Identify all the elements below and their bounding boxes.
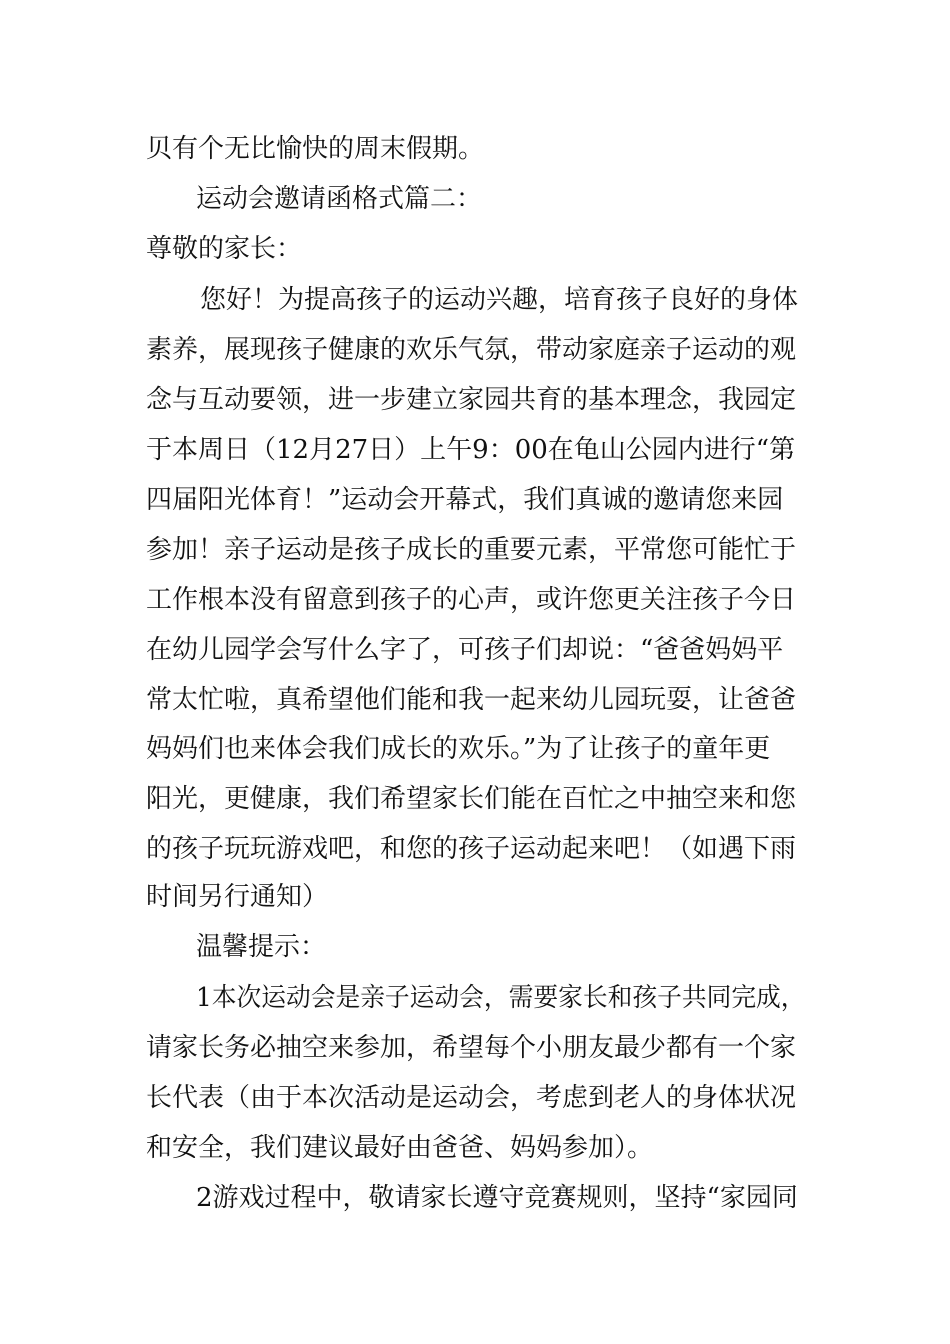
text-line: 参加！亲子运动是孩子成长的重要元素，平常您可能忙于 [146, 535, 797, 565]
text-line: 于本周日（12月27日）上午9：00在龟山公园内进行“第 [146, 435, 796, 465]
text-line: 常太忙啦，真希望他们能和我一起来幼儿园玩耍，让爸爸 [146, 685, 797, 715]
salutation: 尊敬的家长： [146, 234, 303, 264]
text-line: 素养，展现孩子健康的欢乐气氛，带动家庭亲子运动的观 [146, 335, 797, 365]
text-line: 和安全，我们建议最好由爸爸、妈妈参加）。 [146, 1133, 654, 1163]
text-line: 工作根本没有留意到孩子的心声，或许您更关注孩子今日 [146, 585, 797, 615]
text-line: 念与互动要领，进一步建立家园共育的基本理念，我园定 [146, 385, 797, 415]
text-line: 四届阳光体育！”运动会开幕式，我们真诚的邀请您来园 [146, 485, 784, 515]
text-line: 阳光，更健康，我们希望家长们能在百忙之中抽空来和您 [146, 784, 797, 814]
text-line: 您好！为提高孩子的运动兴趣，培育孩子良好的身体 [200, 285, 799, 315]
tip-item-1: 1本次运动会是亲子运动会，需要家长和孩子共同完成， [196, 983, 806, 1013]
text-line: 请家长务必抽空来参加，希望每个小朋友最少都有一个家 [146, 1033, 797, 1063]
text-line: 在幼儿园学会写什么字了，可孩子们却说：“爸爸妈妈平 [146, 635, 784, 665]
section-heading: 运动会邀请函格式篇二： [196, 184, 483, 214]
text-line: 的孩子玩玩游戏吧，和您的孩子运动起来吧！（如遇下雨 [146, 834, 797, 864]
text-line: 时间另行通知） [146, 882, 329, 912]
text-line: 长代表（由于本次活动是运动会，考虑到老人的身体状况 [146, 1083, 797, 1113]
text-line: 妈妈们也来体会我们成长的欢乐。”为了让孩子的童年更 [146, 734, 771, 764]
tip-item-2: 2游戏过程中，敬请家长遵守竞赛规则，坚持“家园同 [196, 1183, 798, 1213]
text-line: 贝有个无比愉快的周末假期。 [146, 134, 485, 164]
tips-heading: 温馨提示： [196, 932, 327, 962]
